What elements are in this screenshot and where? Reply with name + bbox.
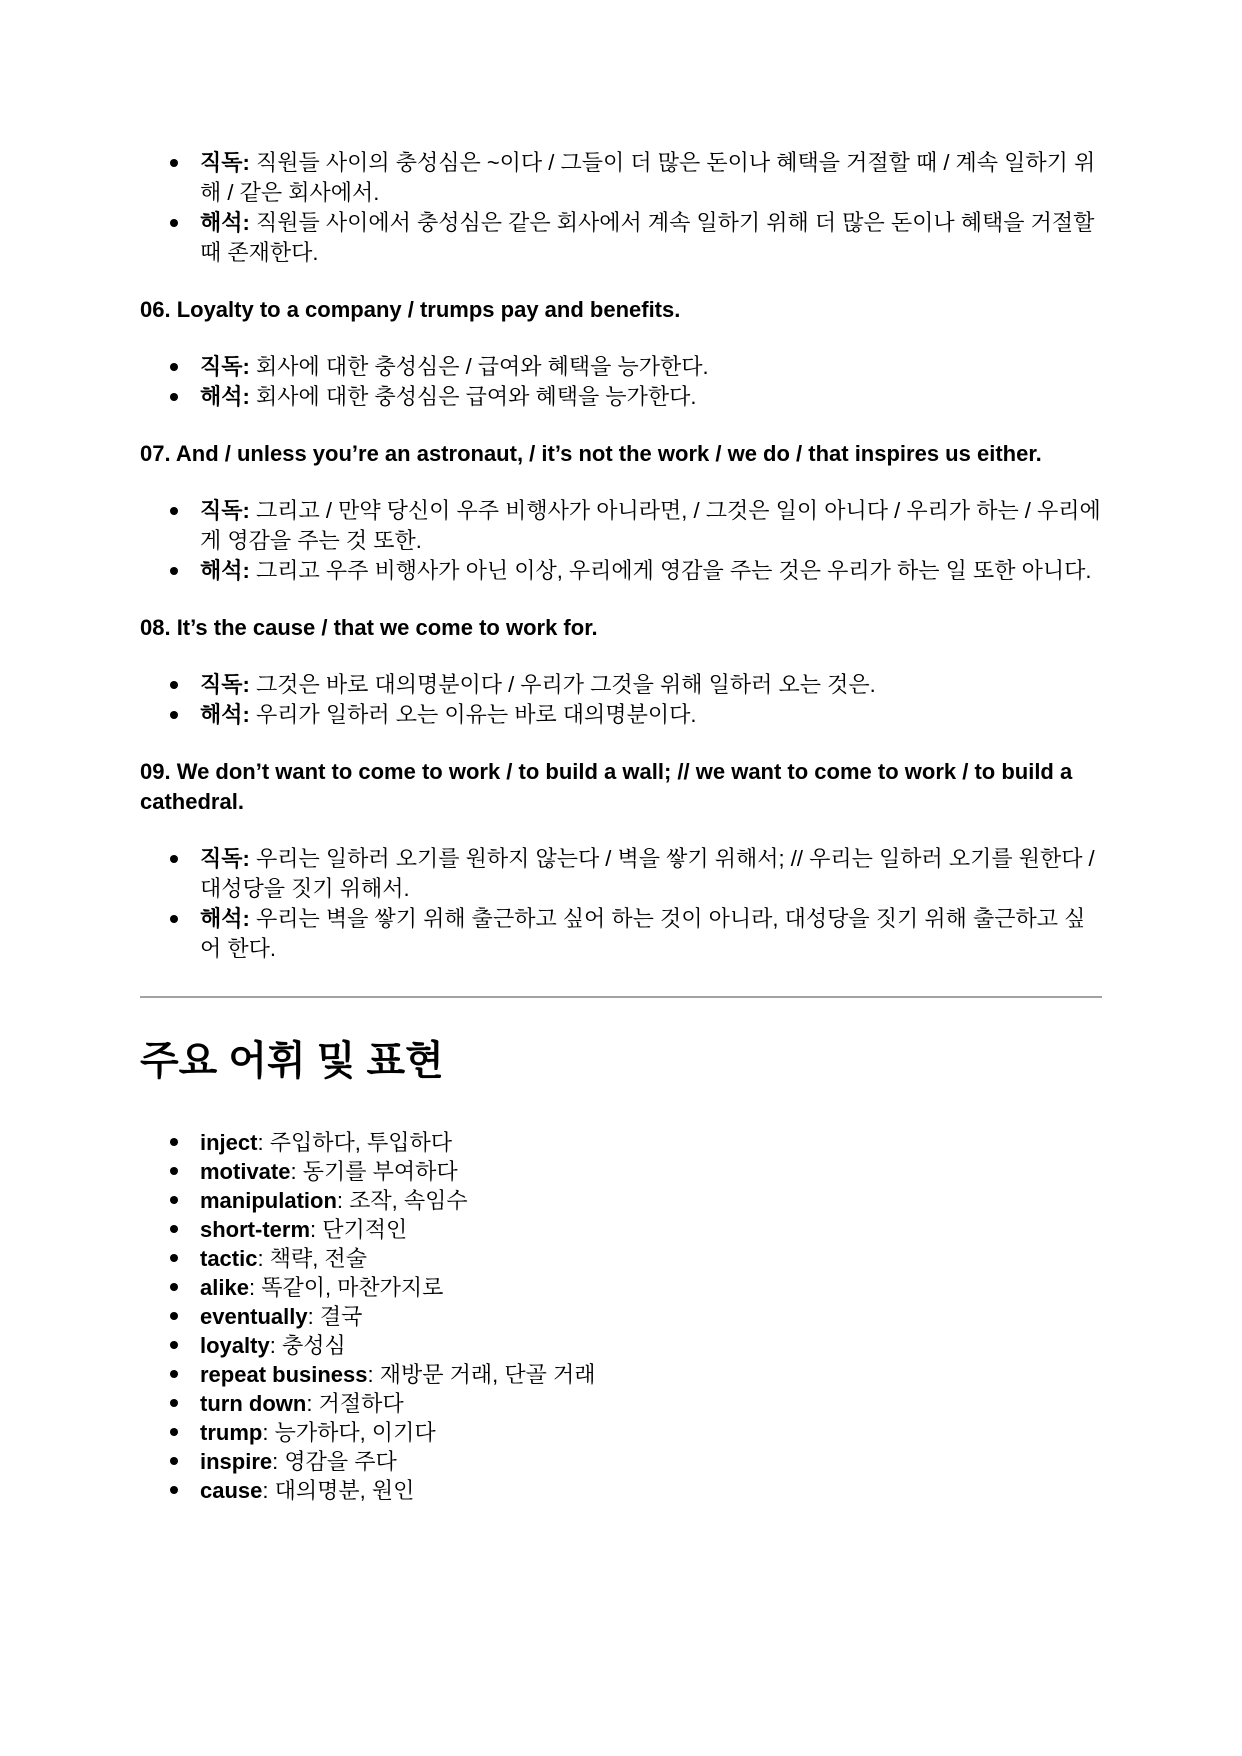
translation-item [140,496,1102,556]
bullet-icon [170,1225,178,1233]
vocab-meaning: 충성심 [281,1333,346,1358]
vocab-colon: : [290,1159,297,1184]
vocab-item [140,1186,1102,1215]
translation-item [140,844,1102,904]
section-divider [140,996,1102,998]
vocab-meaning: 똑같이, 마찬가지로 [261,1275,444,1300]
vocab-meaning: 동기를 부여하다 [302,1159,458,1184]
vocab-word: turn down [200,1391,307,1416]
bullet-icon [170,855,178,863]
sentence-heading-07: 07. And / unless you’re an astronaut, / it’s not the work / we do / that inspires us either. [140,441,1042,466]
vocab-meaning: 주입하다, 투입하다 [269,1130,452,1155]
bullet-icon [170,507,178,515]
vocab-meaning: 결국 [319,1304,363,1329]
vocab-item [140,1157,1102,1186]
vocab-word: trump [200,1420,263,1445]
vocab-word: inject [200,1130,258,1155]
translation-text: 회사에 대한 충성심은 / 급여와 혜택을 능가한다. [255,354,709,379]
vocab-colon: : [257,1130,264,1155]
bullet-icon [170,915,178,923]
vocab-item [140,1331,1102,1360]
vocab-colon: : [336,1188,344,1213]
vocab-meaning: 대의명분, 원인 [274,1478,415,1503]
vocab-meaning: 단기적인 [322,1217,408,1242]
bullet-icon [170,1370,178,1378]
vocab-colon: : [306,1391,313,1416]
vocab-item [140,1447,1102,1476]
vocab-list [140,1128,1102,1505]
vocab-word: inspire [200,1449,273,1474]
vocab-word: tactic [200,1246,258,1271]
translation-item [140,382,1102,412]
vocab-meaning: 조작, 속임수 [349,1188,468,1213]
jikdok-label: 직독: [200,150,250,175]
sentence-heading-08: 08. It’s the cause / that we come to work for. [140,615,598,640]
vocab-colon: : [262,1420,269,1445]
sentence-06-translation-list [140,352,1102,412]
translation-text: 그것은 바로 대의명분이다 / 우리가 그것을 위해 일하러 오는 것은. [255,672,876,697]
translation-text: 그리고 우주 비행사가 아닌 이상, 우리에게 영감을 주는 것은 우리가 하는 일 또한 아니다. [255,558,1092,583]
vocab-word: loyalty [200,1333,270,1358]
vocab-item [140,1128,1102,1157]
translation-item [140,670,1102,700]
vocab-word: manipulation [200,1188,337,1213]
bullet-icon [170,363,178,371]
jikdok-label: 직독: [200,846,250,871]
translation-text: 우리는 일하러 오기를 원하지 않는다 / 벽을 쌓기 위해서; // 우리는 일하러 오기를 원한다 / 대성당을 짓기 위해서. [200,846,1095,901]
vocab-colon: : [262,1478,269,1503]
haeseok-label: 해석: [200,702,250,727]
translation-text: 우리는 벽을 쌓기 위해 출근하고 싶어 하는 것이 아니라, 대성당을 짓기 위해 출근하고 싶어 한다. [200,906,1086,961]
bullet-icon [170,1486,178,1494]
bullet-icon [170,567,178,575]
vocab-colon: : [257,1246,264,1271]
bullet-icon [170,711,178,719]
translation-text: 직원들 사이의 충성심은 ~이다 / 그들이 더 많은 돈이나 혜택을 거절할 때 / 계속 일하기 위해 / 같은 회사에서. [200,150,1096,205]
vocab-item [140,1302,1102,1331]
vocab-colon: : [310,1217,317,1242]
translation-item [140,904,1102,964]
bullet-icon [170,1399,178,1407]
bullet-icon [170,1167,178,1175]
vocab-item [140,1360,1102,1389]
bullet-icon [170,1138,178,1146]
haeseok-label: 해석: [200,384,250,409]
bullet-icon [170,1428,178,1436]
vocab-word: alike [200,1275,249,1300]
bullet-icon [170,1254,178,1262]
vocab-meaning: 영감을 주다 [284,1449,397,1474]
vocab-colon: : [272,1449,279,1474]
vocab-word: repeat business [200,1362,368,1387]
translation-text: 회사에 대한 충성심은 급여와 혜택을 능가한다. [255,384,697,409]
vocab-section-title: 주요 어휘 및 표현 [140,1039,444,1083]
bullet-icon [170,393,178,401]
vocab-meaning: 재방문 거래, 단골 거래 [379,1362,596,1387]
bullet-icon [170,1341,178,1349]
lead-translation-list [140,148,1102,268]
sentence-07-translation-list [140,496,1102,586]
sentence-heading-06: 06. Loyalty to a company / trumps pay and benefits. [140,297,681,322]
translation-text: 직원들 사이에서 충성심은 같은 회사에서 계속 일하기 위해 더 많은 돈이나 혜택을 거절할 때 존재한다. [200,210,1095,265]
haeseok-label: 해석: [200,210,250,235]
vocab-item [140,1418,1102,1447]
bullet-icon [170,159,178,167]
bullet-icon [170,1457,178,1465]
translation-text: 그리고 / 만약 당신이 우주 비행사가 아니라면, / 그것은 일이 아니다 / 우리가 하는 / 우리에게 영감을 주는 것 또한. [200,498,1101,553]
vocab-meaning: 책략, 전술 [269,1246,367,1271]
vocab-word: motivate [200,1159,291,1184]
vocab-word: cause [200,1478,263,1503]
vocab-colon: : [269,1333,276,1358]
vocab-meaning: 거절하다 [318,1391,404,1416]
bullet-icon [170,219,178,227]
haeseok-label: 해석: [200,558,250,583]
sentence-heading-09: 09. We don’t want to come to work / to build a wall; // we want to come to work / to build a cathedral. [140,759,1073,814]
vocab-colon: : [307,1304,314,1329]
vocab-colon: : [367,1362,374,1387]
vocab-item [140,1244,1102,1273]
sentence-09-translation-list [140,844,1102,964]
vocab-item [140,1215,1102,1244]
vocab-item [140,1273,1102,1302]
translation-item [140,352,1102,382]
vocab-word: short-term [200,1217,311,1242]
jikdok-label: 직독: [200,498,250,523]
vocab-colon: : [248,1275,256,1300]
bullet-icon [170,1283,178,1291]
vocab-meaning: 능가하다, 이기다 [274,1420,436,1445]
jikdok-label: 직독: [200,354,250,379]
bullet-icon [170,681,178,689]
vocab-item [140,1476,1102,1505]
translation-item [140,700,1102,730]
vocab-item [140,1389,1102,1418]
sentence-08-translation-list [140,670,1102,730]
translation-item [140,148,1102,208]
bullet-icon [170,1312,178,1320]
vocab-word: eventually [200,1304,308,1329]
translation-item [140,208,1102,268]
translation-text: 우리가 일하러 오는 이유는 바로 대의명분이다. [255,702,697,727]
bullet-icon [170,1196,178,1204]
translation-item [140,556,1102,586]
jikdok-label: 직독: [200,672,250,697]
haeseok-label: 해석: [200,906,250,931]
